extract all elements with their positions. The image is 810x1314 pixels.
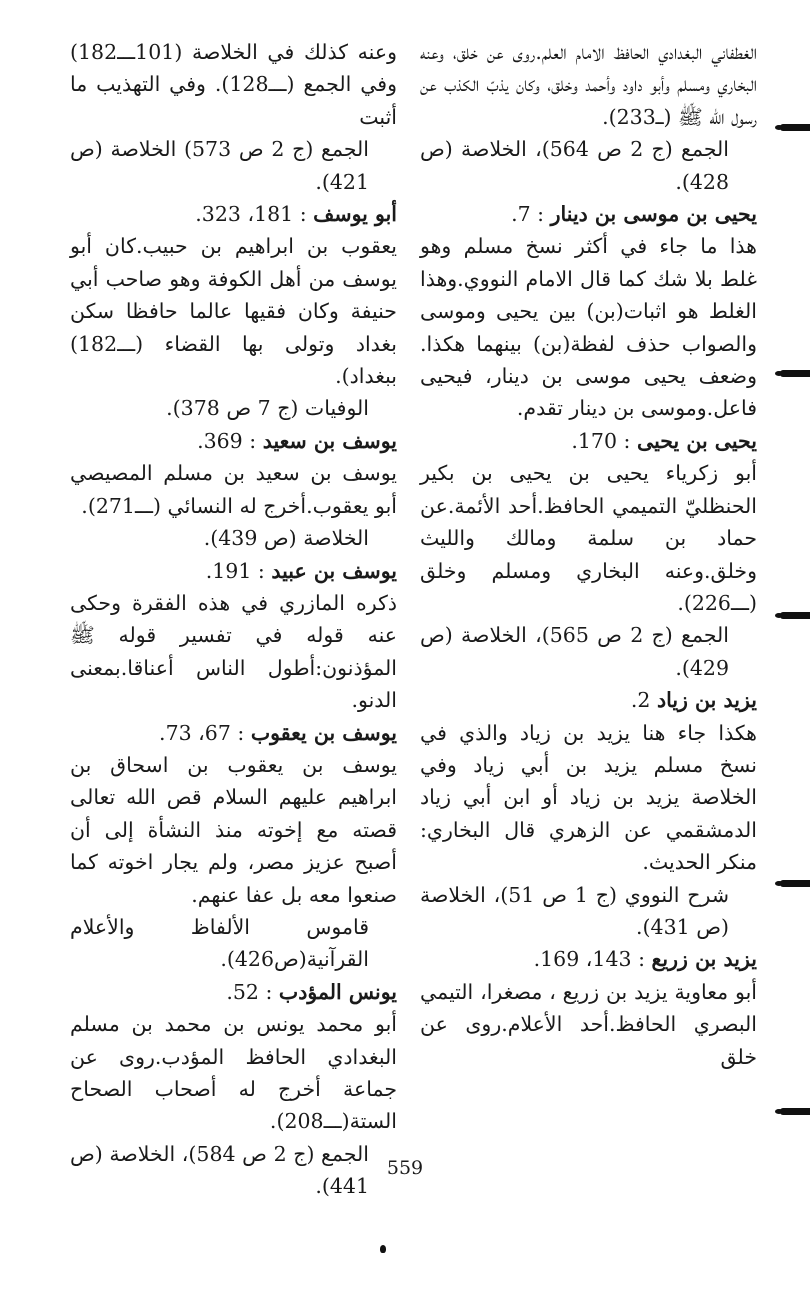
entry-heading bbox=[420, 684, 757, 716]
entry-text: هذا ما جاء في أكثر نسخ مسلم وهو غلط بلا شك كما قال الامام النووي.وهذا الغلط هو اثبات(بن) بين يحيى وموسى والصواب حذف لفظة(بن) بينهما هكذا. وضعف يحيى موسى بن دينار، فيحيى فاعل.وموسى بن دينار تقدم. bbox=[420, 234, 757, 421]
entry-page-refs: : 170. bbox=[571, 428, 631, 453]
entry-page-refs: : 191. bbox=[205, 558, 265, 583]
binding-edge-mark bbox=[780, 1108, 810, 1115]
reference-line: الوفيات (ج 7 ص 378). bbox=[166, 396, 369, 421]
reference-line: الجمع (ج 2 ص 564)، الخلاصة (ص 428). bbox=[420, 137, 729, 194]
reference-line: شرح النووي (ج 1 ص 51)، الخلاصة (ص 431). bbox=[420, 882, 729, 939]
entry-text: أبو زكرياء يحيى بن يحيى بن بكير الحنظليّ التميمي الحافظ.أحد الأئمة.عن حماد بن سلمة ومالك والليث وخلق.وعنه البخاري ومسلم وخلق (ـــ226). bbox=[420, 461, 757, 615]
entry-name: يوسف بن سعيد bbox=[262, 428, 397, 453]
right-column bbox=[420, 36, 757, 1073]
entry-page-refs: : 67، 73. bbox=[159, 720, 245, 745]
entry-page-refs: : 52. bbox=[226, 979, 273, 1004]
binding-edge-mark bbox=[780, 124, 810, 131]
reference-line: قاموس الألفاظ والأعلام القرآنية(ص426). bbox=[70, 914, 369, 972]
entry-text: ذكره المازري في هذه الفقرة وحكى عنه قوله في تفسير قوله ﷺ المؤذنون:أطول الناس أعناقا.بمعنى الدنو. bbox=[70, 590, 397, 713]
entry-text: أبو محمد يونس بن محمد بن مسلم البغدادي الحافظ المؤدب.روى عن جماعة أخرج له أصحاب الصحاح الستة(ـــ208). bbox=[70, 1012, 397, 1134]
entry-page-refs: : 369. bbox=[197, 428, 257, 453]
entry-heading bbox=[420, 425, 757, 457]
entry-page-refs: : 181، 323. bbox=[195, 202, 307, 227]
binding-edge-mark bbox=[780, 880, 810, 887]
entry-text: وعنه كذلك في الخلاصة (101ـــ182) وفي الجمع (ـــ128). وفي التهذيب ما أثبت bbox=[70, 40, 398, 129]
entry-text: هكذا جاء هنا يزيد بن زياد والذي في نسخ مسلم يزيد بن أبي زياد وفي الخلاصة يزيد بن زياد أو ابن أبي زياد الدمشقمي عن الزهري قال البخاري: منكر الحديث. bbox=[420, 720, 757, 875]
entry-name: يوسف بن يعقوب bbox=[250, 720, 397, 745]
entry-heading bbox=[70, 976, 397, 1008]
entry-page-refs: : 7. bbox=[511, 202, 545, 227]
ink-dot-mark bbox=[380, 1245, 386, 1253]
left-column bbox=[70, 36, 397, 1203]
entry-heading bbox=[70, 717, 397, 749]
entry-name: أبو يوسف bbox=[313, 202, 397, 227]
entry-heading bbox=[420, 943, 757, 975]
binding-edge-mark bbox=[780, 370, 810, 377]
reference-line: الجمع (ج 2 ص 584)، الخلاصة (ص 441). bbox=[70, 1141, 369, 1199]
entry-text: أبو معاوية يزيد بن زريع ، مصغرا، التيمي البصري الحافظ.أحد الأعلام.روى عن خلق bbox=[420, 979, 757, 1069]
entry-text: يعقوب بن ابراهيم بن حبيب.كان أبو يوسف من أهل الكوفة وهو صاحب أبي حنيفة وكان فقيها عالما حافظا سكن بغداد وتولى بها القضاء (ـــ182) ببغداد). bbox=[70, 234, 397, 389]
entry-name: يزيد بن زريع bbox=[651, 947, 757, 972]
reference-line: الجمع (ج 2 ص 573) الخلاصة (ص 421). bbox=[70, 137, 369, 194]
reference-line: الخلاصة (ص 439). bbox=[203, 526, 369, 551]
entry-heading bbox=[70, 555, 397, 587]
entry-name: يزيد بن زياد bbox=[656, 688, 757, 713]
entry-heading bbox=[70, 425, 397, 457]
reference-line: الجمع (ج 2 ص 565)، الخلاصة (ص 429). bbox=[420, 623, 729, 680]
entry-name: يحيى بن يحيى bbox=[636, 428, 757, 453]
entry-text: يوسف بن سعيد بن مسلم المصيصي أبو يعقوب.أخرج له النسائي (ـــ271). bbox=[70, 461, 397, 518]
entry-name: يوسف بن عبيد bbox=[271, 558, 397, 583]
entry-heading bbox=[70, 198, 397, 230]
entry-page-refs: : 143، 169. bbox=[533, 947, 645, 972]
entry-text: الغطفاني البغدادي الحافظ الامام العلم.روى عن خلق، وعنه البخاري ومسلم وأبو داود وأحمد وخلق، وكان يذبّ الكذب عن رسول الله ﷺ (ـــ233). bbox=[420, 40, 757, 129]
binding-edge-mark bbox=[780, 612, 810, 619]
entry-name: يحيى بن موسى بن دينار bbox=[550, 202, 757, 227]
entry-name: يونس المؤدب bbox=[278, 979, 397, 1004]
page-number: 559 bbox=[386, 1157, 424, 1179]
entry-heading bbox=[420, 198, 757, 230]
entry-text: يوسف بن يعقوب بن اسحاق بن ابراهيم عليهم السلام قص الله تعالى قصته مع إخوته منذ النشأة إلى أن أصبح عزيز مصر، ولم يجار اخوته كما صنعوا معه بل عفا عنهم. bbox=[70, 752, 397, 907]
entry-page-refs: 2. bbox=[630, 688, 651, 713]
